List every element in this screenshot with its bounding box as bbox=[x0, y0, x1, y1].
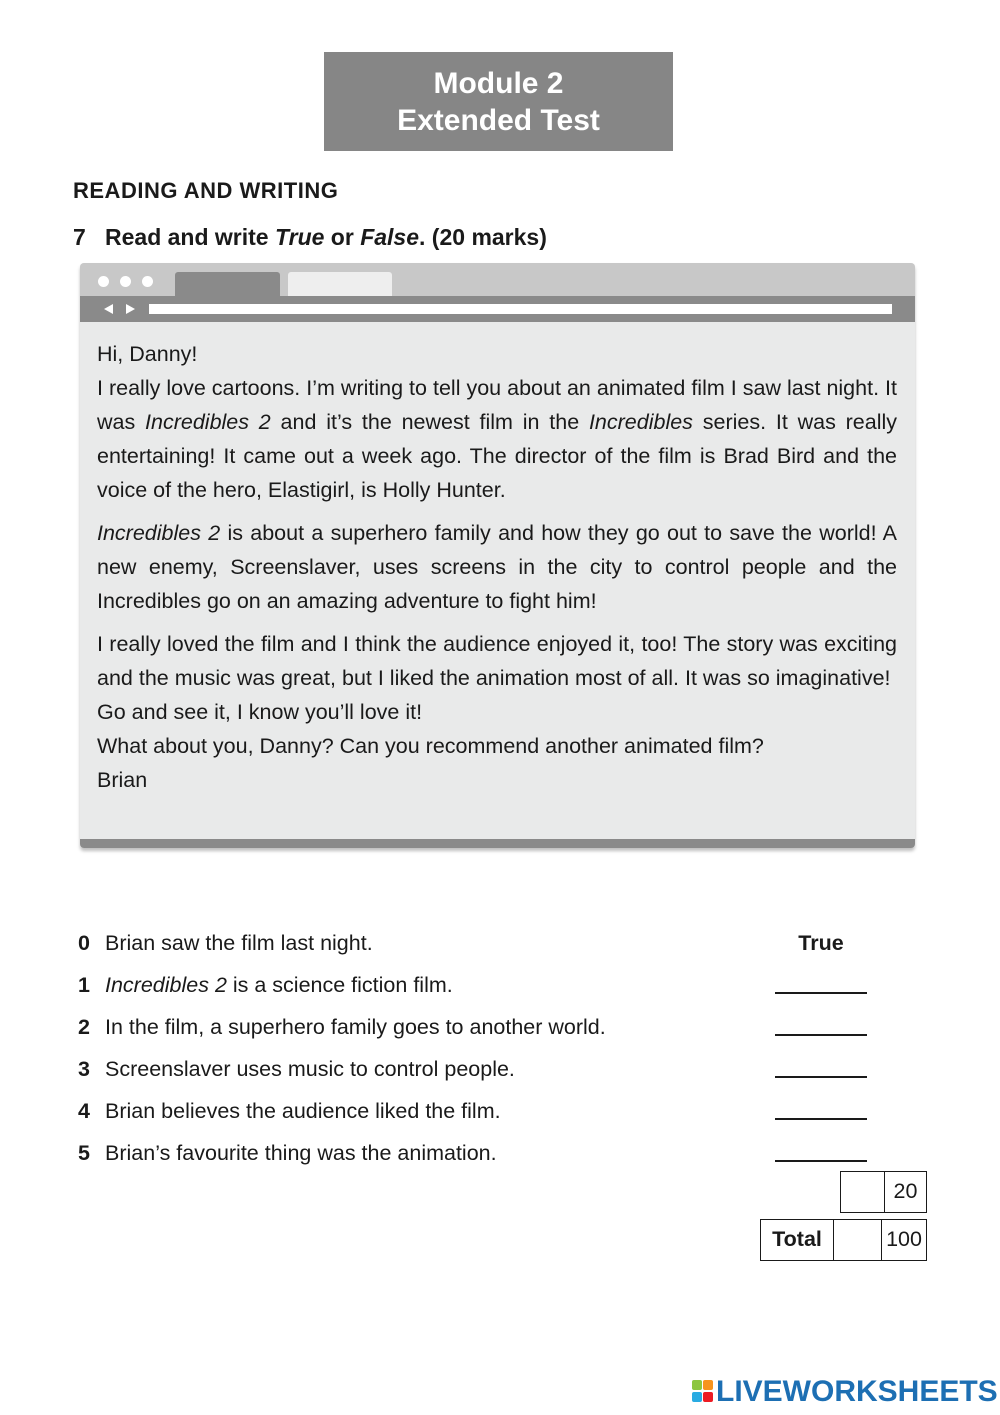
letter-greeting: Hi, Danny! bbox=[97, 342, 198, 366]
total-score-box bbox=[760, 1219, 927, 1261]
liveworksheets-logo-icon bbox=[692, 1380, 714, 1404]
total-label: Total bbox=[772, 1227, 822, 1251]
p2-text: is about a superhero family and how they go out to save the world! A new enemy, Screenslaver, uses screens in the city to control people and the Incredibles go on an amazing adventure to fight him! bbox=[97, 521, 897, 613]
question-row bbox=[78, 1096, 878, 1126]
letter-paragraph-3: I really loved the film and I think the audience enjoyed it, too! The story was exciting and the music was great, but I liked the animation most of all. It was so imaginative! bbox=[97, 632, 897, 690]
window-dot-icon bbox=[120, 276, 131, 287]
total-max: 100 bbox=[881, 1220, 926, 1260]
answer-blank[interactable] bbox=[775, 1034, 867, 1036]
score-max: 20 bbox=[884, 1172, 926, 1212]
browser-navbar bbox=[80, 296, 915, 322]
task-prefix: Read and write bbox=[105, 224, 275, 250]
p1-text-c: series. It was really entertaining! It came out a week ago. The director of the film is Brad Bird and the voice of the hero, Elastigirl, is Holly Hunter. bbox=[97, 410, 897, 502]
film-title: Incredibles 2 bbox=[97, 521, 221, 545]
task-score-box bbox=[840, 1171, 927, 1213]
back-arrow-icon bbox=[104, 304, 113, 314]
p1-text-a: I really love cartoons. I’m writing to tell you about an animated film I saw last night. It was bbox=[97, 376, 897, 434]
question-text: Screenslaver uses music to control people. bbox=[105, 1057, 515, 1081]
answer-blank[interactable] bbox=[775, 1118, 867, 1120]
answer-blank[interactable] bbox=[775, 1160, 867, 1162]
liveworksheets-logo-text: LIVEWORKSHEETS bbox=[716, 1375, 998, 1408]
browser-tab-active bbox=[175, 272, 280, 296]
letter-paragraph-2 bbox=[97, 516, 897, 618]
section-title: READING AND WRITING bbox=[73, 178, 339, 203]
forward-arrow-icon bbox=[126, 304, 135, 314]
question-number: 3 bbox=[78, 1057, 90, 1081]
example-answer: True bbox=[798, 931, 844, 955]
browser-titlebar bbox=[80, 263, 915, 296]
task-word-or: or bbox=[324, 224, 361, 250]
letter-signature: Brian bbox=[97, 768, 148, 792]
p1-text-b: and it’s the newest film in the bbox=[270, 410, 589, 434]
question-number: 1 bbox=[78, 973, 90, 997]
question-row bbox=[78, 1012, 878, 1042]
question-text: Brian’s favourite thing was the animation. bbox=[105, 1141, 497, 1165]
browser-tab bbox=[288, 272, 392, 296]
question-row bbox=[78, 928, 878, 958]
browser-window bbox=[80, 263, 915, 848]
task-word-false: False bbox=[360, 224, 420, 250]
task-instruction bbox=[73, 224, 547, 251]
answer-blank[interactable] bbox=[775, 1076, 867, 1078]
test-title: Extended Test bbox=[397, 104, 600, 137]
answer-blank[interactable] bbox=[775, 992, 867, 994]
question-number: 2 bbox=[78, 1015, 90, 1039]
question-number: 0 bbox=[78, 931, 90, 955]
question-text: Brian saw the film last night. bbox=[105, 931, 373, 955]
question-text: In the film, a superhero family goes to another world. bbox=[105, 1015, 606, 1039]
window-dot-icon bbox=[142, 276, 153, 287]
question-row bbox=[78, 1138, 878, 1168]
question-text: Brian believes the audience liked the film. bbox=[105, 1099, 501, 1123]
series-title: Incredibles bbox=[588, 410, 693, 434]
letter-paragraph-1 bbox=[97, 371, 897, 507]
task-suffix: . (20 marks) bbox=[419, 224, 547, 250]
question-text-rest: is a science fiction film. bbox=[226, 973, 453, 997]
question-number: 4 bbox=[78, 1099, 90, 1123]
browser-footer bbox=[80, 839, 915, 848]
task-number: 7 bbox=[73, 224, 86, 250]
address-bar bbox=[149, 304, 892, 314]
letter-paragraph-5: What about you, Danny? Can you recommend another animated film? bbox=[97, 734, 764, 758]
total-score-entry[interactable] bbox=[833, 1220, 881, 1260]
module-header bbox=[324, 52, 673, 151]
question-text bbox=[105, 970, 453, 1000]
letter-text bbox=[97, 337, 897, 797]
module-title: Module 2 bbox=[433, 67, 564, 100]
question-row bbox=[78, 970, 878, 1000]
letter-paragraph-4: Go and see it, I know you’ll love it! bbox=[97, 700, 423, 724]
question-row bbox=[78, 1054, 878, 1084]
film-title: Incredibles 2 bbox=[145, 410, 271, 434]
question-number: 5 bbox=[78, 1141, 90, 1165]
window-dot-icon bbox=[98, 276, 109, 287]
task-word-true: True bbox=[274, 224, 325, 250]
film-title: Incredibles 2 bbox=[105, 973, 227, 997]
score-entry[interactable] bbox=[841, 1172, 884, 1212]
